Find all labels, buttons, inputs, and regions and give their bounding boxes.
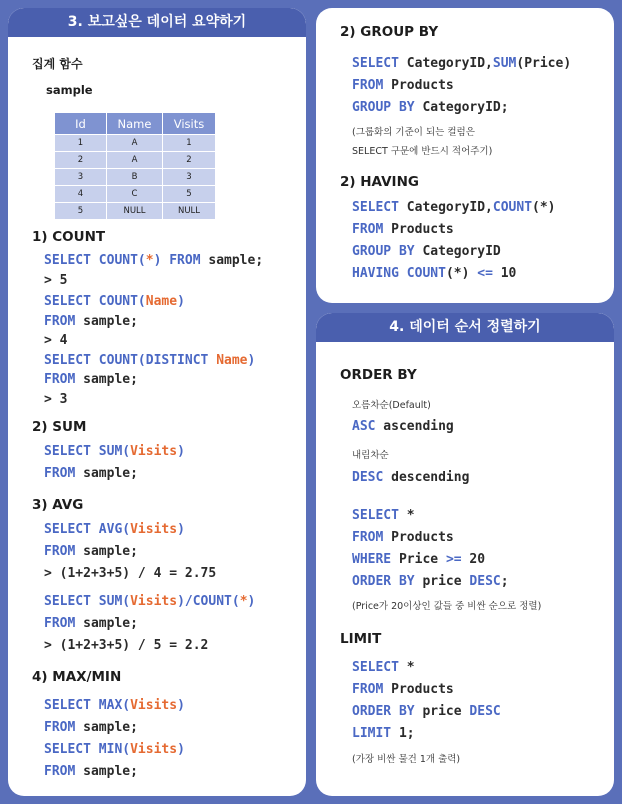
code-line (352, 530, 454, 545)
code-line (352, 574, 509, 589)
code-line (352, 222, 454, 237)
code-keyword: ) (177, 522, 185, 537)
code-result: > 3 (44, 392, 68, 407)
code-line (352, 470, 469, 485)
code-keyword: DESC (469, 704, 501, 719)
code-text: sample; (75, 720, 138, 735)
code-keyword: FROM (44, 616, 76, 631)
code-text: 20 (461, 552, 486, 567)
code-text: sample; (200, 253, 264, 268)
code-keyword: DESC (469, 574, 501, 589)
table-cell: 5 (163, 186, 215, 202)
code-text: sample; (75, 466, 138, 481)
code-line (44, 594, 255, 609)
table-cell: 4 (55, 186, 106, 202)
summary-panel (8, 8, 306, 796)
code-line (44, 720, 138, 735)
code-text: CategoryID, (398, 200, 493, 215)
code-arg: Visits (130, 522, 178, 537)
orderby-heading: ORDER BY (340, 367, 417, 383)
code-text: 10 (492, 266, 517, 281)
table-cell: 2 (55, 152, 106, 168)
table-cell: C (107, 186, 162, 202)
count-heading: 1) COUNT (32, 229, 106, 245)
code-line (352, 704, 501, 719)
code-line (44, 353, 255, 368)
table-cell: A (107, 152, 162, 168)
code-text: * (398, 660, 415, 675)
code-line (44, 742, 185, 757)
code-keyword: FROM (352, 682, 384, 697)
code-text: descending (383, 470, 470, 485)
code-line (44, 544, 138, 559)
code-text: CategoryID (414, 244, 501, 259)
code-line (44, 372, 138, 387)
code-keyword: WHERE (352, 552, 392, 567)
code-line (352, 552, 485, 567)
code-line (352, 660, 415, 675)
code-keyword: >= (445, 552, 462, 567)
table-cell: A (107, 135, 162, 151)
code-keyword: COUNT (398, 266, 446, 281)
table-row (55, 135, 215, 151)
code-arg: * (239, 594, 248, 609)
desc-note: 내림차순 (352, 450, 389, 461)
code-text: price (414, 704, 470, 719)
table-cell: NULL (163, 203, 215, 219)
code-text: Products (383, 78, 454, 93)
code-result: > 5 (44, 273, 68, 288)
code-keyword: SELECT MAX( (44, 698, 131, 713)
code-text: CategoryID, (398, 56, 493, 71)
table-row (55, 203, 215, 219)
header-visits: Visits (163, 113, 215, 134)
code-keyword: SELECT COUNT( (44, 294, 146, 309)
code-line (352, 244, 501, 259)
code-text: ascending (375, 419, 454, 434)
code-keyword: FROM (44, 314, 76, 329)
code-keyword: ) (177, 698, 185, 713)
code-text: Products (383, 682, 454, 697)
code-keyword: SELECT MIN( (44, 742, 131, 757)
code-keyword: FROM (44, 764, 76, 779)
having-heading: 2) HAVING (340, 174, 419, 190)
code-arg: Visits (130, 594, 178, 609)
code-line (44, 314, 138, 329)
header-name: Name (107, 113, 162, 134)
code-keyword: LIMIT (352, 726, 392, 741)
code-keyword: HAVING (352, 266, 399, 281)
code-keyword: SELECT (352, 200, 399, 215)
code-line (44, 294, 185, 309)
code-keyword: ) (177, 742, 185, 757)
code-arg: Visits (130, 698, 178, 713)
code-keyword: FROM (44, 372, 76, 387)
code-keyword: COUNT (492, 200, 533, 215)
code-text: (Price) (516, 56, 572, 71)
code-keyword: SELECT AVG( (44, 522, 131, 537)
table-row (55, 152, 215, 168)
code-text: sample; (75, 764, 138, 779)
table-cell: 2 (163, 152, 215, 168)
table-cell: 5 (55, 203, 106, 219)
code-text: (*) (445, 266, 478, 281)
sum-heading: 2) SUM (32, 419, 87, 435)
code-line (352, 100, 509, 115)
table-cell: 1 (55, 135, 106, 151)
code-text: (*) (532, 200, 556, 215)
code-text: Products (383, 222, 454, 237)
limit-heading: LIMIT (340, 631, 382, 647)
code-keyword: FROM (44, 720, 76, 735)
code-keyword: ) (177, 444, 185, 459)
code-keyword: <= (477, 266, 493, 281)
code-text: Products (383, 530, 454, 545)
sample-table (54, 112, 216, 220)
table-row (55, 169, 215, 185)
code-arg: Name (145, 294, 178, 309)
code-text: sample; (75, 616, 138, 631)
code-keyword: ASC (352, 419, 376, 434)
code-text: sample; (75, 314, 138, 329)
table-cell: B (107, 169, 162, 185)
code-keyword: )/COUNT( (177, 594, 240, 609)
code-line (352, 726, 415, 741)
code-text: sample; (75, 544, 138, 559)
code-line (44, 764, 138, 779)
code-text: CategoryID; (414, 100, 509, 115)
code-line (352, 508, 415, 523)
groupby-note-1: (그룹화의 기준이 되는 컬럼은 (352, 127, 475, 138)
code-keyword: SELECT (352, 56, 399, 71)
code-line (44, 444, 185, 459)
code-text: ; (500, 574, 509, 589)
maxmin-heading: 4) MAX/MIN (32, 669, 122, 685)
code-line (352, 78, 454, 93)
code-keyword: SELECT COUNT(DISTINCT (44, 353, 217, 368)
code-line (44, 616, 138, 631)
code-keyword: FROM (352, 222, 384, 237)
code-text: Price (391, 552, 446, 567)
groupby-heading: 2) GROUP BY (340, 24, 439, 40)
asc-note: 오름차순(Default) (352, 400, 431, 411)
code-line (44, 522, 185, 537)
code-keyword: DESC (352, 470, 384, 485)
code-keyword: FROM (352, 78, 384, 93)
code-text: sample; (75, 372, 138, 387)
code-keyword: ORDER BY (352, 704, 415, 719)
aggregate-heading: 집계 함수 (32, 57, 83, 71)
ordering-panel (316, 313, 614, 796)
section4-title: 4. 데이터 순서 정렬하기 (316, 313, 614, 342)
code-keyword: FROM (44, 544, 76, 559)
code-keyword: SELECT SUM( (44, 594, 131, 609)
code-arg: Visits (130, 742, 178, 757)
code-line (44, 698, 185, 713)
code-keyword: SELECT SUM( (44, 444, 131, 459)
code-arg: Visits (130, 444, 178, 459)
table-cell: 3 (55, 169, 106, 185)
avg-heading: 3) AVG (32, 497, 84, 513)
code-arg: * (145, 253, 154, 268)
code-keyword: ) (177, 294, 185, 309)
code-keyword: GROUP BY (352, 100, 415, 115)
code-keyword: SUM (492, 56, 517, 71)
code-keyword: FROM (44, 466, 76, 481)
code-result: > (1+2+3+5) / 5 = 2.2 (44, 638, 209, 653)
orderby-note: (Price가 20이상인 값들 중 비싼 순으로 정렬) (352, 601, 542, 612)
section3-title: 3. 보고싶은 데이터 요약하기 (8, 8, 306, 37)
code-keyword: ) FROM (153, 253, 201, 268)
table-header-row (55, 113, 215, 134)
table-cell: 3 (163, 169, 215, 185)
code-keyword: SELECT (352, 508, 399, 523)
limit-note: (가장 비싼 물건 1개 출력) (352, 754, 461, 765)
code-line (44, 253, 263, 268)
code-text: 1; (391, 726, 415, 741)
code-result: > 4 (44, 333, 68, 348)
code-line (352, 266, 516, 281)
code-line (352, 682, 454, 697)
code-keyword: ) (247, 353, 256, 368)
groupby-panel (316, 8, 614, 303)
code-keyword: SELECT (352, 660, 399, 675)
table-row (55, 186, 215, 202)
code-line (352, 56, 571, 71)
code-result: > (1+2+3+5) / 4 = 2.75 (44, 566, 217, 581)
sample-label: sample (46, 83, 93, 97)
code-keyword: ORDER BY (352, 574, 415, 589)
code-keyword: FROM (352, 530, 384, 545)
table-cell: NULL (107, 203, 162, 219)
groupby-note-2: SELECT 구문에 반드시 적어주기) (352, 146, 493, 157)
code-line (44, 466, 138, 481)
table-cell: 1 (163, 135, 215, 151)
code-arg: Name (216, 353, 248, 368)
code-text: price (414, 574, 470, 589)
code-keyword: GROUP BY (352, 244, 415, 259)
code-keyword: ) (247, 594, 256, 609)
code-text: * (398, 508, 415, 523)
code-line (352, 419, 454, 434)
code-keyword: SELECT COUNT( (44, 253, 146, 268)
header-id: Id (55, 113, 106, 134)
code-line (352, 200, 556, 215)
